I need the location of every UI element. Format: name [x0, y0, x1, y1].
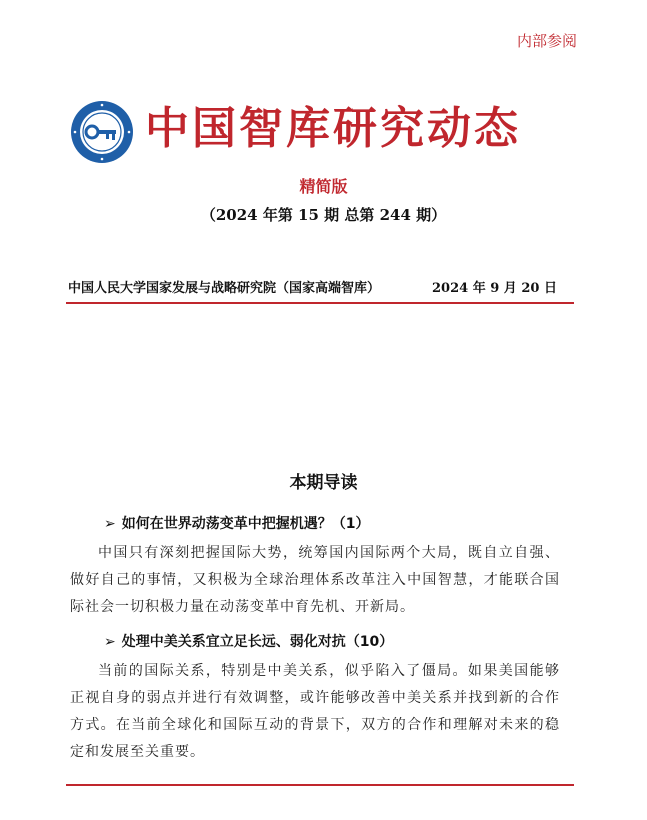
header-divider [66, 302, 574, 304]
guide-item-heading-text: 处理中美关系宜立足长远、弱化对抗（10） [121, 634, 394, 650]
arrow-bullet-icon: ➢ [104, 634, 116, 650]
guide-item-heading [104, 631, 393, 651]
key-seal-icon [70, 100, 134, 164]
arrow-bullet-icon: ➢ [104, 516, 116, 532]
edition-label: 精简版 [299, 177, 348, 196]
publication-date: 2024 年 9 月 20 日 [432, 281, 557, 296]
guide-item-heading [104, 513, 369, 533]
publisher-institute: 中国人民大学国家发展与战略研究院（国家高端智库） [68, 281, 381, 296]
publication-title: 中国智库研究动态 [145, 103, 521, 154]
issue-number: （2024 年第 15 期 总第 244 期） [200, 206, 447, 224]
guide-item-summary: 当前的国际关系，特别是中美关系，似乎陷入了僵局。如果美国能够正视自身的弱点并进行有效调整，或许能够改善中美关系并找到新的合作方式。在当前全球化和国际互动的背景下，双方的合作和理解对未来的稳定和发展至关重要。 [70, 663, 560, 760]
internal-reference-tag: 内部参阅 [516, 32, 577, 50]
think-tank-logo [70, 100, 134, 164]
guide-item-summary: 中国只有深刻把握国际大势，统筹国内国际两个大局，既自立自强、做好自己的事情，又积极为全球治理体系改革注入中国智慧，才能联合国际社会一切积极力量在动荡变革中育先机、开新局。 [70, 545, 560, 615]
guide-item-heading-text: 如何在世界动荡变革中把握机遇？（1） [121, 516, 370, 532]
guide-title: 本期导读 [289, 473, 358, 493]
footer-divider [66, 784, 574, 786]
